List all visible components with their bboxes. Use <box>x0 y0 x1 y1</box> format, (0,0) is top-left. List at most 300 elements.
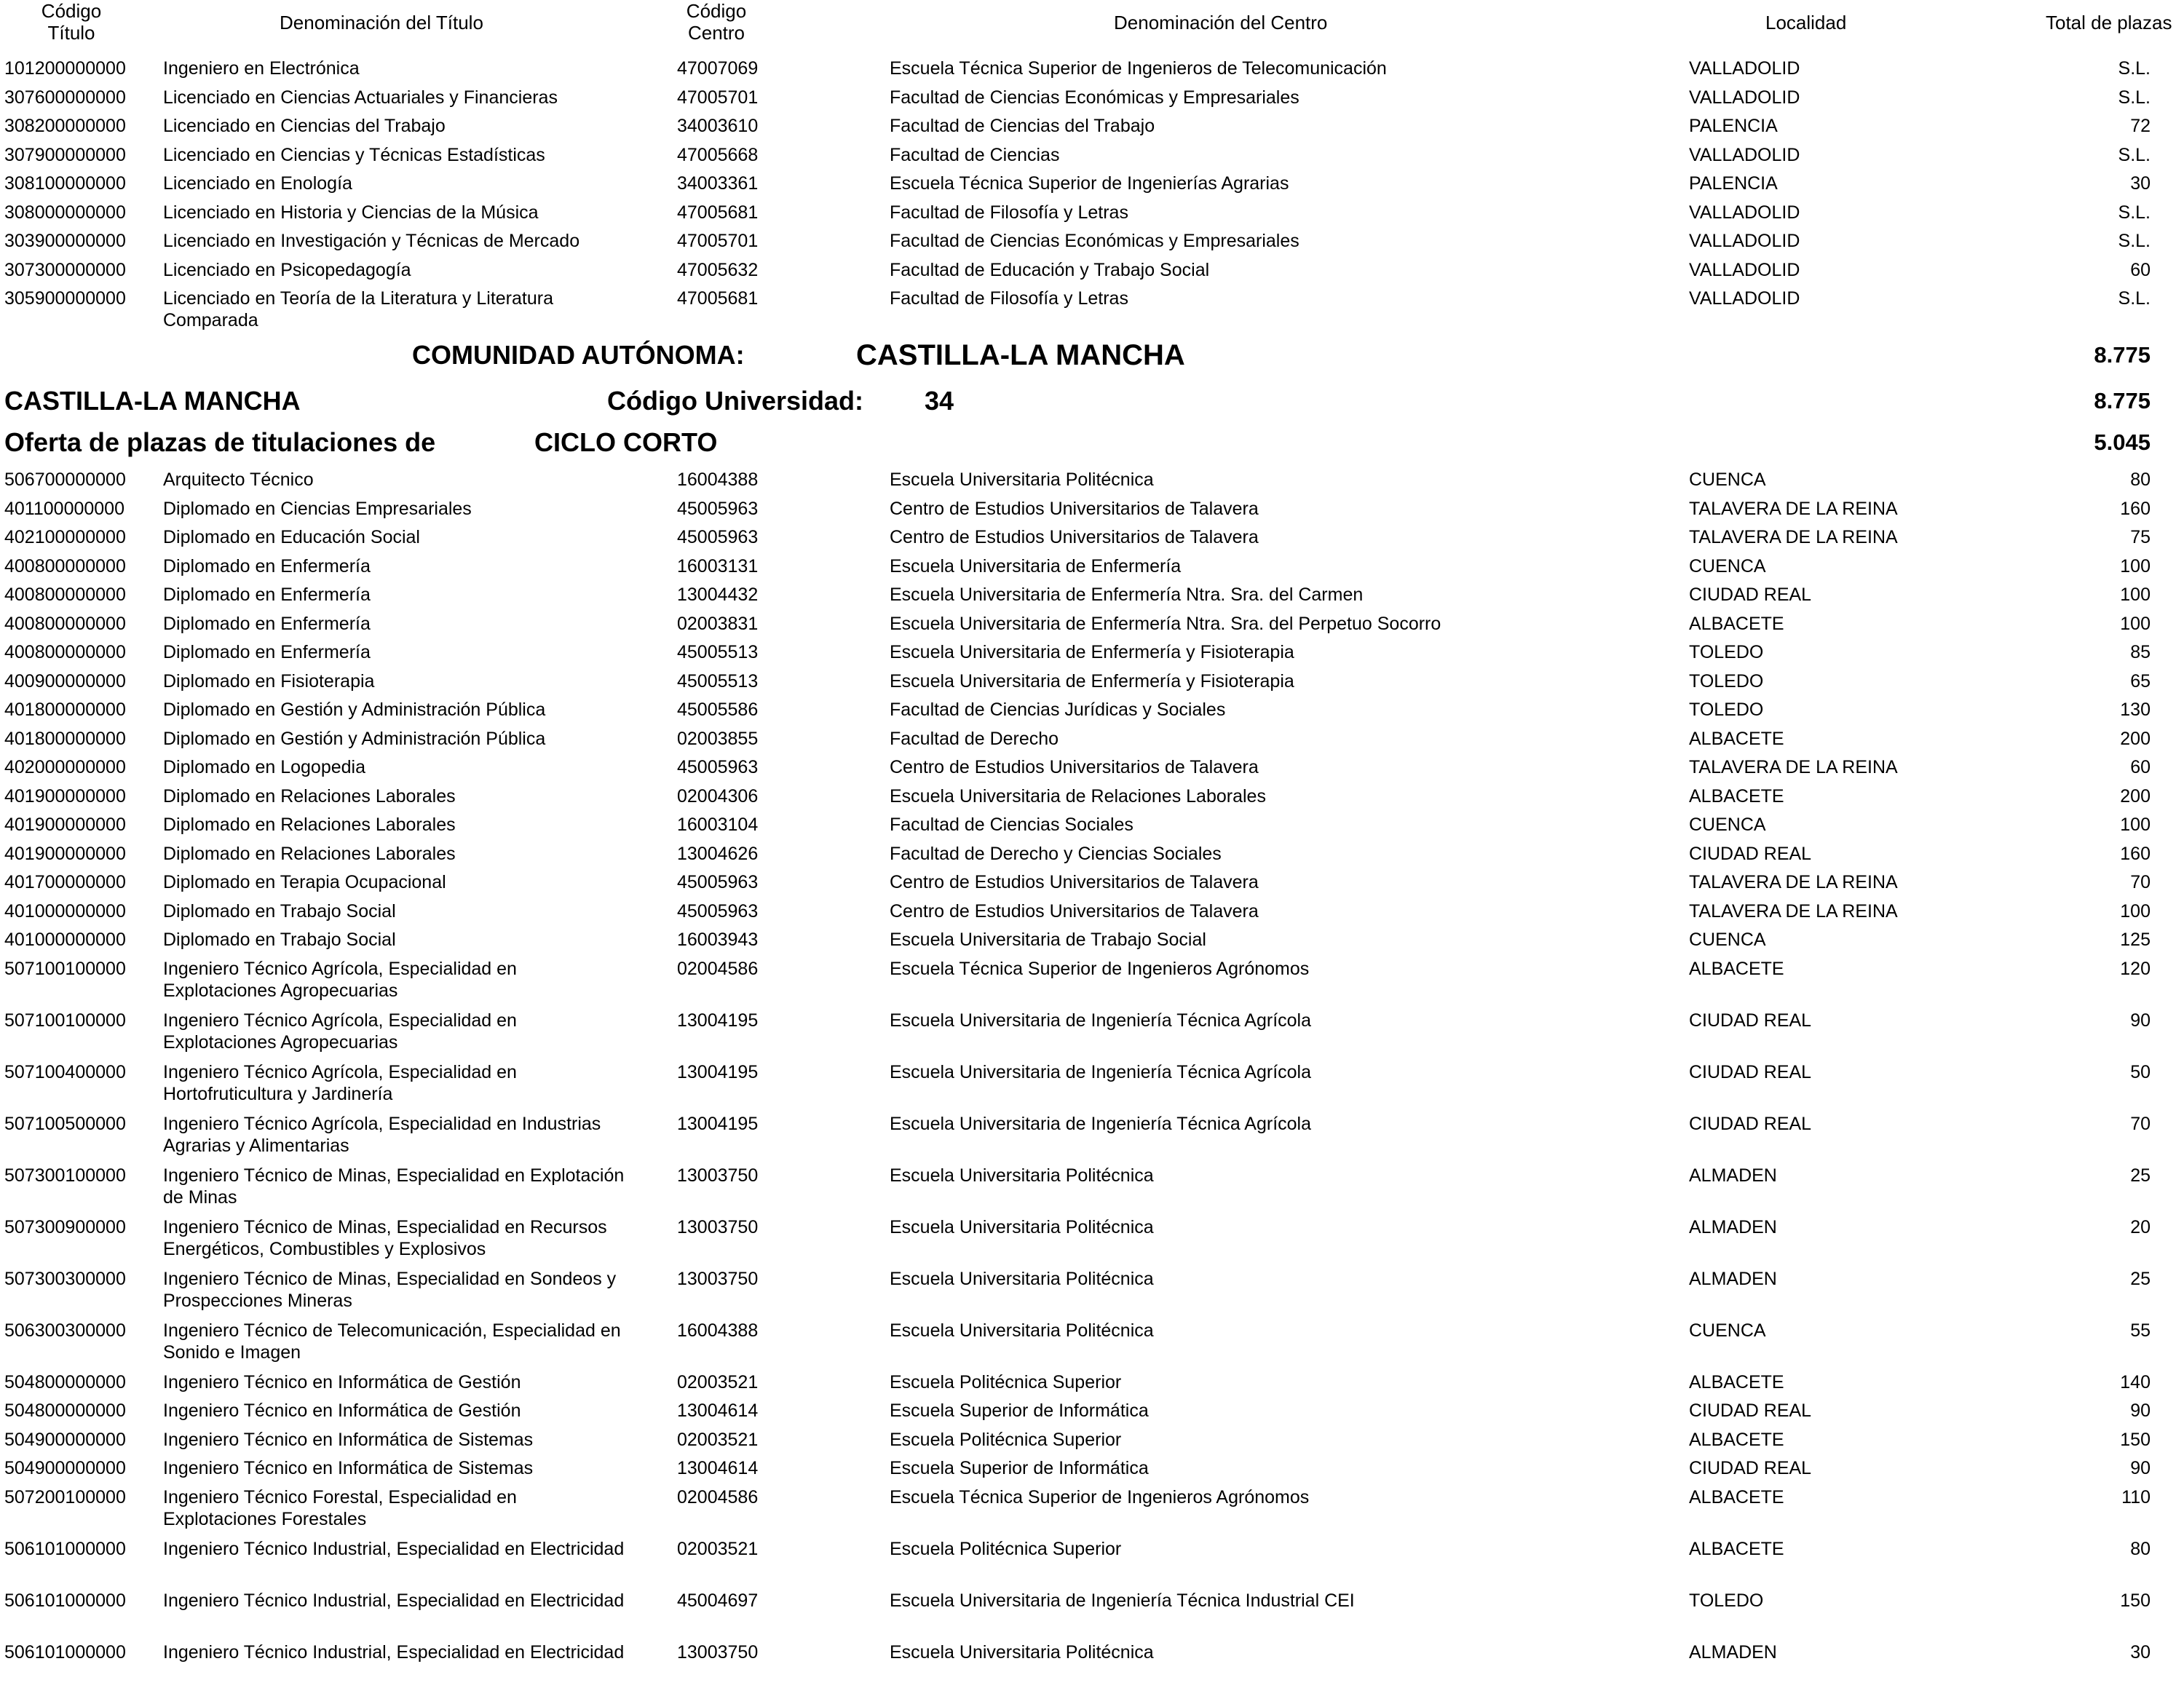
cell-codigo-titulo: 506700000000 <box>4 469 126 490</box>
cell-codigo-titulo: 401900000000 <box>4 785 126 807</box>
cell-codigo-centro: 02003855 <box>677 728 759 749</box>
cell-codigo-titulo: 507300900000 <box>4 1216 126 1237</box>
cell-codigo-centro: 13004195 <box>677 1010 759 1031</box>
cell-denominacion-centro: Escuela Universitaria de Ingeniería Técnica Agrícola <box>890 1061 1312 1082</box>
cell-denominacion-centro: Escuela Universitaria de Enfermería Ntra. Sra. del Perpetuo Socorro <box>890 613 1441 634</box>
cell-denominacion-titulo: Arquitecto Técnico <box>163 469 314 490</box>
cell-codigo-centro: 13004195 <box>677 1113 759 1134</box>
cell-denominacion-centro: Facultad de Filosofía y Letras <box>890 288 1128 309</box>
cell-localidad: ALBACETE <box>1689 785 1784 807</box>
cell-localidad: VALLADOLID <box>1689 259 1800 280</box>
cell-total-plazas: 70 <box>2130 1113 2151 1134</box>
cell-denominacion-centro: Escuela Universitaria de Enfermería Ntra. Sra. del Carmen <box>890 585 1364 605</box>
cell-codigo-titulo: 401700000000 <box>4 872 126 892</box>
cell-localidad: CUENCA <box>1689 930 1766 950</box>
cell-denominacion-centro: Escuela Universitaria de Enfermería y Fisioterapia <box>890 642 1294 662</box>
cell-total-plazas: 100 <box>2120 555 2151 576</box>
cell-denominacion-titulo: Diplomado en Enfermería <box>163 555 371 576</box>
table-row <box>0 665 2184 694</box>
cell-total-plazas: 72 <box>2130 116 2151 136</box>
cell-codigo-centro: 47007069 <box>677 58 759 79</box>
cell-total-plazas: 60 <box>2130 757 2151 777</box>
table-row <box>0 282 2184 334</box>
comunidad-name: CASTILLA-LA MANCHA <box>856 339 1185 371</box>
cell-codigo-centro: 45005963 <box>677 498 759 519</box>
header-denominacion-centro: Denominación del Centro <box>1114 12 1328 33</box>
header-localidad: Localidad <box>1765 12 1847 33</box>
cell-total-plazas: 160 <box>2120 843 2151 864</box>
table-row <box>0 1056 2184 1108</box>
cell-denominacion-centro: Escuela Universitaria de Ingeniería Técnica Agrícola <box>890 1113 1312 1134</box>
cell-codigo-centro: 45005963 <box>677 527 759 547</box>
cell-localidad: TALAVERA DE LA REINA <box>1689 872 1898 892</box>
cell-total-plazas: 150 <box>2120 1590 2151 1611</box>
cell-codigo-centro: 16004388 <box>677 1320 759 1341</box>
cell-denominacion-centro: Escuela Universitaria Politécnica <box>890 1165 1154 1186</box>
cell-denominacion-titulo: Ingeniero Técnico en Informática de Sistemas <box>163 1429 534 1450</box>
cell-denominacion-titulo: Licenciado en Ciencias del Trabajo <box>163 116 446 136</box>
cell-denominacion-titulo: Diplomado en Gestión y Administración Pública <box>163 700 546 720</box>
cell-localidad: VALLADOLID <box>1689 144 1800 165</box>
cell-denominacion-centro: Facultad de Ciencias Jurídicas y Sociales <box>890 700 1226 720</box>
cell-localidad: TOLEDO <box>1689 1590 1764 1611</box>
cell-codigo-centro: 13004195 <box>677 1061 759 1082</box>
cell-denominacion-titulo: Diplomado en Relaciones Laborales <box>163 785 456 807</box>
cell-total-plazas: 60 <box>2130 259 2151 280</box>
universidad-total: 8.775 <box>2094 388 2151 413</box>
cell-codigo-titulo: 101200000000 <box>4 58 126 79</box>
cell-codigo-centro: 16003131 <box>677 555 759 576</box>
cell-total-plazas: 30 <box>2130 173 2151 194</box>
cell-localidad: ALMADEN <box>1689 1216 1777 1237</box>
cell-denominacion-titulo: Licenciado en Investigación y Técnicas de Mercado <box>163 231 580 251</box>
cell-codigo-centro: 34003361 <box>677 173 759 194</box>
cell-codigo-centro: 13004614 <box>677 1458 759 1478</box>
cell-denominacion-titulo: Diplomado en Ciencias Empresariales <box>163 498 472 519</box>
cell-denominacion-titulo: Licenciado en Ciencias y Técnicas Estadísticas <box>163 144 545 165</box>
cell-localidad: CUENCA <box>1689 555 1766 576</box>
cell-localidad: VALLADOLID <box>1689 231 1800 251</box>
cell-denominacion-centro: Escuela Técnica Superior de Ingenieros Agrónomos <box>890 958 1310 979</box>
cell-codigo-titulo: 504900000000 <box>4 1458 126 1478</box>
cell-localidad: ALMADEN <box>1689 1165 1777 1186</box>
cell-total-plazas: 20 <box>2130 1216 2151 1237</box>
cell-localidad: ALBACETE <box>1689 958 1784 979</box>
cell-denominacion-titulo: Diplomado en Enfermería <box>163 585 371 605</box>
cell-codigo-titulo: 308000000000 <box>4 202 126 223</box>
cell-localidad: TOLEDO <box>1689 700 1764 720</box>
cell-total-plazas: 125 <box>2120 930 2151 950</box>
cell-codigo-centro: 45005963 <box>677 872 759 892</box>
cell-total-plazas: 70 <box>2130 872 2151 892</box>
cell-localidad: TALAVERA DE LA REINA <box>1689 498 1898 519</box>
cell-denominacion-centro: Facultad de Derecho y Ciencias Sociales <box>890 843 1222 864</box>
cell-denominacion-centro: Centro de Estudios Universitarios de Talavera <box>890 757 1259 777</box>
cell-codigo-centro: 02004586 <box>677 958 759 979</box>
cell-denominacion-titulo: Ingeniero Técnico Agrícola, Especialidad en Explotaciones Agropecuarias <box>163 958 517 1001</box>
table-row <box>0 1636 2184 1688</box>
cell-codigo-centro: 47005632 <box>677 259 759 280</box>
cell-codigo-titulo: 401000000000 <box>4 930 126 950</box>
cell-codigo-titulo: 402100000000 <box>4 527 126 547</box>
cell-localidad: CIUDAD REAL <box>1689 1061 1812 1082</box>
cell-codigo-centro: 16004388 <box>677 469 759 490</box>
cell-denominacion-centro: Centro de Estudios Universitarios de Talavera <box>890 498 1259 519</box>
cell-localidad: TOLEDO <box>1689 642 1764 662</box>
universidad-band <box>0 380 2184 424</box>
cell-denominacion-centro: Facultad de Ciencias Económicas y Empresariales <box>890 231 1299 251</box>
cell-denominacion-titulo: Ingeniero Técnico Agrícola, Especialidad en Industrias Agrarias y Alimentarias <box>163 1113 601 1156</box>
cell-localidad: VALLADOLID <box>1689 87 1800 108</box>
header-denominacion-titulo: Denominación del Título <box>280 12 483 33</box>
cell-denominacion-centro: Escuela Universitaria de Enfermería <box>890 555 1182 576</box>
cell-codigo-centro: 02004586 <box>677 1486 759 1507</box>
cell-localidad: CUENCA <box>1689 1320 1766 1341</box>
cell-codigo-centro: 45005513 <box>677 642 759 662</box>
table-row <box>0 751 2184 780</box>
cell-total-plazas: 100 <box>2120 613 2151 634</box>
cell-total-plazas: 90 <box>2130 1458 2151 1478</box>
table-row <box>0 110 2184 139</box>
cell-codigo-titulo: 504800000000 <box>4 1371 126 1392</box>
cell-denominacion-centro: Escuela Universitaria Politécnica <box>890 1641 1154 1663</box>
cell-total-plazas: 140 <box>2120 1371 2151 1392</box>
cell-codigo-titulo: 305900000000 <box>4 288 126 309</box>
cell-localidad: CIUDAD REAL <box>1689 585 1812 605</box>
cell-total-plazas: 65 <box>2130 670 2151 692</box>
table-row <box>0 1366 2184 1395</box>
cell-codigo-centro: 45005586 <box>677 700 759 720</box>
table-row <box>0 1211 2184 1263</box>
table-row <box>0 139 2184 168</box>
table-top <box>0 52 2184 334</box>
cell-codigo-titulo: 401900000000 <box>4 815 126 835</box>
cell-localidad: VALLADOLID <box>1689 202 1800 223</box>
cell-total-plazas: 130 <box>2120 700 2151 720</box>
cell-localidad: ALBACETE <box>1689 728 1784 749</box>
cell-denominacion-centro: Escuela Superior de Informática <box>890 1458 1149 1478</box>
cell-denominacion-titulo: Ingeniero Técnico en Informática de Gestión <box>163 1400 521 1421</box>
cell-total-plazas: 90 <box>2130 1400 2151 1421</box>
cell-localidad: TOLEDO <box>1689 670 1764 692</box>
cell-codigo-centro: 02003521 <box>677 1538 759 1559</box>
table-row <box>0 493 2184 522</box>
cell-codigo-titulo: 400900000000 <box>4 670 126 692</box>
table-row <box>0 464 2184 493</box>
cell-denominacion-titulo: Ingeniero Técnico Industrial, Especialidad en Electricidad <box>163 1538 625 1559</box>
cell-localidad: TALAVERA DE LA REINA <box>1689 757 1898 777</box>
table-row <box>0 895 2184 924</box>
cell-codigo-centro: 16003104 <box>677 815 759 835</box>
cell-denominacion-titulo: Licenciado en Historia y Ciencias de la Música <box>163 202 539 223</box>
cell-codigo-centro: 47005681 <box>677 288 759 309</box>
table-row <box>0 1481 2184 1533</box>
cell-denominacion-titulo: Ingeniero Técnico en Informática de Gestión <box>163 1371 521 1392</box>
comunidad-label: COMUNIDAD AUTÓNOMA: <box>412 340 745 370</box>
cell-denominacion-titulo: Licenciado en Enología <box>163 173 352 194</box>
table-row <box>0 1533 2184 1585</box>
cell-denominacion-titulo: Diplomado en Relaciones Laborales <box>163 843 456 864</box>
cell-denominacion-titulo: Ingeniero Técnico en Informática de Sistemas <box>163 1458 534 1478</box>
table-row <box>0 1108 2184 1160</box>
cell-total-plazas: 200 <box>2120 728 2151 749</box>
cell-total-plazas: S.L. <box>2118 144 2151 165</box>
table-row <box>0 579 2184 608</box>
cell-denominacion-centro: Escuela Universitaria Politécnica <box>890 1216 1154 1237</box>
table-row <box>0 866 2184 895</box>
cell-localidad: ALBACETE <box>1689 1371 1784 1392</box>
cell-denominacion-titulo: Ingeniero Técnico de Minas, Especialidad en Recursos Energéticos, Combustibles y Explosivos <box>163 1216 607 1259</box>
comunidad-total: 8.775 <box>2094 342 2151 368</box>
cell-denominacion-titulo: Ingeniero Técnico Industrial, Especialidad en Electricidad <box>163 1641 625 1663</box>
table-row <box>0 82 2184 111</box>
cell-total-plazas: S.L. <box>2118 231 2151 251</box>
table-row <box>0 225 2184 254</box>
cell-denominacion-centro: Facultad de Educación y Trabajo Social <box>890 259 1210 280</box>
cell-denominacion-centro: Escuela Universitaria Politécnica <box>890 1268 1154 1289</box>
table-row <box>0 254 2184 283</box>
header-codigo-centro: Código Centro <box>686 0 747 44</box>
cell-codigo-titulo: 507300100000 <box>4 1165 126 1186</box>
table-row <box>0 780 2184 809</box>
column-header <box>0 0 2184 52</box>
cell-codigo-centro: 02003831 <box>677 613 759 634</box>
cell-total-plazas: 100 <box>2120 815 2151 835</box>
cell-codigo-centro: 47005701 <box>677 231 759 251</box>
cell-codigo-titulo: 401800000000 <box>4 700 126 720</box>
cell-total-plazas: 90 <box>2130 1010 2151 1031</box>
table-row <box>0 636 2184 665</box>
cell-denominacion-titulo: Licenciado en Ciencias Actuariales y Financieras <box>163 87 558 108</box>
cell-total-plazas: 55 <box>2130 1320 2151 1341</box>
cell-localidad: ALBACETE <box>1689 1429 1784 1450</box>
cell-codigo-titulo: 307300000000 <box>4 259 126 280</box>
cell-total-plazas: S.L. <box>2118 87 2151 108</box>
cell-denominacion-centro: Centro de Estudios Universitarios de Talavera <box>890 527 1259 547</box>
cell-localidad: TALAVERA DE LA REINA <box>1689 527 1898 547</box>
table-row <box>0 167 2184 197</box>
cell-codigo-titulo: 507100100000 <box>4 958 126 979</box>
cell-codigo-titulo: 307600000000 <box>4 87 126 108</box>
cell-codigo-centro: 02003521 <box>677 1371 759 1392</box>
cell-codigo-centro: 13003750 <box>677 1268 759 1289</box>
cell-denominacion-titulo: Diplomado en Terapia Ocupacional <box>163 872 446 892</box>
cell-localidad: CUENCA <box>1689 815 1766 835</box>
cell-localidad: CIUDAD REAL <box>1689 1113 1812 1134</box>
cell-total-plazas: 100 <box>2120 585 2151 605</box>
cell-denominacion-centro: Escuela Universitaria Politécnica <box>890 469 1154 490</box>
cell-total-plazas: 30 <box>2130 1641 2151 1663</box>
cell-codigo-centro: 13003750 <box>677 1641 759 1663</box>
cell-codigo-centro: 13003750 <box>677 1216 759 1237</box>
cell-codigo-titulo: 507200100000 <box>4 1486 126 1507</box>
cell-total-plazas: 150 <box>2120 1429 2151 1450</box>
cell-total-plazas: S.L. <box>2118 288 2151 309</box>
universidad-label: Código Universidad: <box>607 386 864 416</box>
cell-codigo-titulo: 401800000000 <box>4 728 126 749</box>
cell-denominacion-centro: Escuela Universitaria Politécnica <box>890 1320 1154 1341</box>
cell-codigo-centro: 45005513 <box>677 670 759 692</box>
cell-denominacion-titulo: Licenciado en Teoría de la Literatura y Literatura Comparada <box>163 288 553 330</box>
table-row <box>0 838 2184 867</box>
cell-denominacion-titulo: Ingeniero Técnico de Telecomunicación, Especialidad en Sonido e Imagen <box>163 1320 621 1363</box>
cell-denominacion-titulo: Diplomado en Gestión y Administración Pública <box>163 728 546 749</box>
table-row <box>0 521 2184 550</box>
cell-localidad: CUENCA <box>1689 469 1766 490</box>
cell-total-plazas: 50 <box>2130 1061 2151 1082</box>
cell-denominacion-centro: Facultad de Ciencias Económicas y Empresariales <box>890 87 1299 108</box>
table-row <box>0 723 2184 752</box>
cell-denominacion-titulo: Diplomado en Fisioterapia <box>163 670 375 692</box>
cell-denominacion-centro: Escuela Universitaria de Enfermería y Fisioterapia <box>890 670 1294 692</box>
cell-codigo-centro: 16003943 <box>677 930 759 950</box>
cell-denominacion-titulo: Diplomado en Trabajo Social <box>163 900 396 922</box>
cell-codigo-titulo: 507100100000 <box>4 1010 126 1031</box>
cell-codigo-titulo: 400800000000 <box>4 585 126 605</box>
cell-denominacion-centro: Escuela Politécnica Superior <box>890 1538 1122 1559</box>
table-row <box>0 550 2184 579</box>
cell-codigo-titulo: 307900000000 <box>4 144 126 165</box>
cell-denominacion-centro: Centro de Estudios Universitarios de Talavera <box>890 872 1259 892</box>
cell-localidad: ALMADEN <box>1689 1641 1777 1663</box>
cell-denominacion-centro: Escuela Técnica Superior de Ingenierías Agrarias <box>890 173 1289 194</box>
cell-codigo-titulo: 506101000000 <box>4 1538 126 1559</box>
oferta-band <box>0 424 2184 464</box>
table-row <box>0 694 2184 723</box>
cell-denominacion-centro: Escuela Universitaria de Ingeniería Técnica Industrial CEI <box>890 1590 1355 1611</box>
cell-codigo-titulo: 402000000000 <box>4 757 126 777</box>
table-row <box>0 1315 2184 1366</box>
cell-localidad: PALENCIA <box>1689 116 1778 136</box>
cell-codigo-centro: 47005668 <box>677 144 759 165</box>
cell-localidad: CIUDAD REAL <box>1689 1458 1812 1478</box>
cell-denominacion-centro: Escuela Universitaria de Trabajo Social <box>890 930 1206 950</box>
cell-denominacion-centro: Facultad de Ciencias Sociales <box>890 815 1133 835</box>
cell-codigo-titulo: 506300300000 <box>4 1320 126 1341</box>
cell-total-plazas: 100 <box>2120 900 2151 922</box>
cell-codigo-titulo: 401100000000 <box>4 498 124 519</box>
cell-denominacion-titulo: Diplomado en Educación Social <box>163 527 420 547</box>
cell-denominacion-titulo: Diplomado en Relaciones Laborales <box>163 815 456 835</box>
cell-codigo-titulo: 506101000000 <box>4 1590 126 1611</box>
cell-codigo-centro: 47005681 <box>677 202 759 223</box>
header-codigo-titulo: Código Título <box>41 0 102 44</box>
table-row <box>0 608 2184 637</box>
table-row <box>0 197 2184 226</box>
cell-codigo-titulo: 400800000000 <box>4 613 126 634</box>
cell-codigo-centro: 34003610 <box>677 116 759 136</box>
cell-codigo-titulo: 401000000000 <box>4 900 126 922</box>
table-row <box>0 1452 2184 1481</box>
cell-denominacion-titulo: Ingeniero Técnico Agrícola, Especialidad en Explotaciones Agropecuarias <box>163 1010 517 1053</box>
cell-total-plazas: 75 <box>2130 527 2151 547</box>
oferta-label: Oferta de plazas de titulaciones de <box>4 427 436 457</box>
cell-localidad: VALLADOLID <box>1689 288 1800 309</box>
cell-codigo-centro: 45004697 <box>677 1590 759 1611</box>
cell-localidad: VALLADOLID <box>1689 58 1800 79</box>
cell-localidad: ALMADEN <box>1689 1268 1777 1289</box>
cell-codigo-titulo: 507100400000 <box>4 1061 126 1082</box>
cell-localidad: CIUDAD REAL <box>1689 1400 1812 1421</box>
cell-codigo-titulo: 303900000000 <box>4 231 126 251</box>
cell-denominacion-titulo: Ingeniero Técnico de Minas, Especialidad en Sondeos y Prospecciones Mineras <box>163 1268 617 1311</box>
cell-denominacion-titulo: Ingeniero Técnico Forestal, Especialidad en Explotaciones Forestales <box>163 1486 517 1529</box>
cell-total-plazas: 80 <box>2130 469 2151 490</box>
cell-localidad: CIUDAD REAL <box>1689 843 1812 864</box>
cell-total-plazas: 25 <box>2130 1268 2151 1289</box>
universidad-code: 34 <box>925 386 954 416</box>
table-row <box>0 809 2184 838</box>
cell-total-plazas: 110 <box>2121 1486 2151 1507</box>
cell-denominacion-centro: Centro de Estudios Universitarios de Talavera <box>890 900 1259 922</box>
cell-codigo-centro: 13004614 <box>677 1400 759 1421</box>
cell-denominacion-titulo: Diplomado en Trabajo Social <box>163 930 396 950</box>
cell-denominacion-titulo: Ingeniero en Electrónica <box>163 58 360 79</box>
cell-total-plazas: S.L. <box>2118 58 2151 79</box>
table-row <box>0 1263 2184 1315</box>
cell-localidad: TALAVERA DE LA REINA <box>1689 900 1898 922</box>
table-row <box>0 1005 2184 1056</box>
cell-denominacion-centro: Escuela Politécnica Superior <box>890 1429 1122 1450</box>
cell-denominacion-titulo: Diplomado en Logopedia <box>163 757 365 777</box>
cell-total-plazas: 200 <box>2120 785 2151 807</box>
cell-localidad: ALBACETE <box>1689 613 1784 634</box>
cell-denominacion-centro: Facultad de Ciencias <box>890 144 1060 165</box>
table-row <box>0 1585 2184 1636</box>
cell-total-plazas: 80 <box>2130 1538 2151 1559</box>
cell-denominacion-titulo: Ingeniero Técnico Agrícola, Especialidad en Hortofruticultura y Jardinería <box>163 1061 517 1104</box>
cell-codigo-titulo: 308100000000 <box>4 173 126 194</box>
cell-localidad: CIUDAD REAL <box>1689 1010 1812 1031</box>
cell-codigo-titulo: 504900000000 <box>4 1429 126 1450</box>
table-row <box>0 924 2184 953</box>
cell-codigo-centro: 02003521 <box>677 1429 759 1450</box>
cell-denominacion-centro: Escuela Politécnica Superior <box>890 1371 1122 1392</box>
cell-codigo-centro: 45005963 <box>677 757 759 777</box>
cell-codigo-centro: 13004626 <box>677 843 759 864</box>
oferta-total: 5.045 <box>2094 429 2151 455</box>
table-row <box>0 1395 2184 1424</box>
table-row <box>0 52 2184 82</box>
oferta-ciclo: CICLO CORTO <box>534 427 718 457</box>
cell-denominacion-titulo: Licenciado en Psicopedagogía <box>163 259 411 280</box>
cell-denominacion-centro: Escuela Superior de Informática <box>890 1400 1149 1421</box>
cell-codigo-centro: 13004432 <box>677 585 759 605</box>
cell-codigo-titulo: 400800000000 <box>4 555 126 576</box>
cell-denominacion-centro: Escuela Técnica Superior de Ingenieros Agrónomos <box>890 1486 1310 1507</box>
table-row <box>0 1424 2184 1453</box>
cell-codigo-centro: 45005963 <box>677 900 759 922</box>
universidad-name: CASTILLA-LA MANCHA <box>4 386 301 416</box>
cell-denominacion-centro: Escuela Universitaria de Relaciones Laborales <box>890 785 1266 807</box>
comunidad-band <box>0 334 2184 380</box>
cell-denominacion-centro: Facultad de Filosofía y Letras <box>890 202 1128 223</box>
cell-codigo-titulo: 506101000000 <box>4 1641 126 1663</box>
cell-total-plazas: 85 <box>2130 642 2151 662</box>
cell-localidad: PALENCIA <box>1689 173 1778 194</box>
cell-total-plazas: 25 <box>2130 1165 2151 1186</box>
cell-denominacion-centro: Escuela Universitaria de Ingeniería Técnica Agrícola <box>890 1010 1312 1031</box>
cell-denominacion-centro: Facultad de Derecho <box>890 728 1059 749</box>
cell-denominacion-centro: Escuela Técnica Superior de Ingenieros de Telecomunicación <box>890 58 1387 79</box>
cell-total-plazas: 160 <box>2120 498 2151 519</box>
cell-codigo-centro: 02004306 <box>677 785 759 807</box>
cell-codigo-titulo: 308200000000 <box>4 116 126 136</box>
table-row <box>0 953 2184 1005</box>
cell-denominacion-centro: Facultad de Ciencias del Trabajo <box>890 116 1155 136</box>
cell-total-plazas: S.L. <box>2118 202 2151 223</box>
cell-codigo-titulo: 507300300000 <box>4 1268 126 1289</box>
